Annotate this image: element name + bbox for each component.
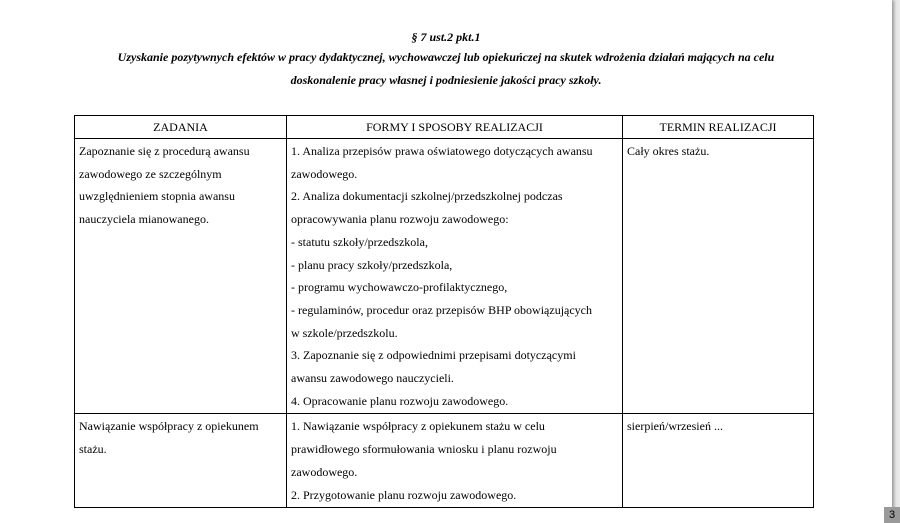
column-header-formy: FORMY I SPOSOBY REALIZACJI	[287, 116, 623, 139]
cell-formy	[287, 139, 623, 414]
cell-text-line: Zapoznanie się z procedurą awansu	[79, 144, 250, 158]
cell-text-line: uwzględnieniem stopnia awansu	[79, 189, 235, 204]
cell-text-line: opracowywania planu rozwoju zawodowego:	[291, 212, 509, 227]
cell-text-line: awansu zawodowego nauczycieli.	[291, 371, 454, 386]
cell-text-line: stażu.	[79, 442, 107, 457]
cell-text-line: - statutu szkoły/przedszkola,	[291, 234, 428, 249]
cell-text-line: Nawiązanie współpracy z opiekunem	[79, 419, 259, 434]
section-title-line-2: doskonalenie pracy własnej i podniesienie jakości pracy szkoły.	[290, 73, 602, 87]
cell-text-line: - planu pracy szkoły/przedszkola,	[291, 257, 453, 272]
cell-text-line: zawodowego.	[291, 166, 358, 181]
page-number: 3	[884, 507, 900, 523]
cell-zadania	[75, 139, 287, 414]
table-header-row	[75, 116, 814, 139]
cell-text-line: Cały okres stażu.	[627, 144, 710, 158]
cell-formy	[287, 414, 623, 508]
section-reference: § 7 ust.2 pkt.1	[411, 30, 481, 44]
table-row	[75, 139, 814, 414]
cell-termin	[623, 139, 814, 414]
cell-text-line: prawidłowego sformułowania wniosku i planu rozwoju	[291, 442, 557, 457]
cell-text-line: sierpień/wrzesień ...	[627, 419, 723, 434]
cell-text-line: 1. Analiza przepisów prawa oświatowego dotyczących awansu	[291, 144, 593, 158]
cell-zadania	[75, 414, 287, 508]
column-header-zadania: ZADANIA	[75, 116, 287, 139]
cell-text-line: 4. Opracowanie planu rozwoju zawodowego.	[291, 393, 509, 408]
cell-text-line: 1. Nawiązanie współpracy z opiekunem stażu w celu	[291, 419, 545, 434]
table-row	[75, 414, 814, 508]
column-header-termin: TERMIN REALIZACJI	[623, 116, 814, 139]
development-plan-table	[74, 115, 814, 508]
cell-text-line: - programu wychowawczo-profilaktycznego,	[291, 280, 508, 295]
cell-text-line: 2. Przygotowanie planu rozwoju zawodowego.	[291, 487, 517, 502]
cell-text-line: 2. Analiza dokumentacji szkolnej/przedszkolnej podczas	[291, 189, 563, 204]
cell-text-line: 3. Zapoznanie się z odpowiednimi przepisami dotyczącymi	[291, 348, 576, 363]
cell-termin	[623, 414, 814, 508]
cell-text-line: w szkole/przedszkolu.	[291, 325, 398, 340]
cell-text-line: - regulaminów, procedur oraz przepisów BHP obowiązujących	[291, 302, 593, 317]
section-title-line-1: Uzyskanie pozytywnych efektów w pracy dydaktycznej, wychowawczej lub opiekuńczej na skutek wdrożenia działań mających na celu	[117, 50, 775, 64]
cell-text-line: zawodowego ze szczególnym	[79, 166, 222, 181]
cell-text-line: zawodowego.	[291, 464, 358, 479]
cell-text-line: nauczyciela mianowanego.	[79, 212, 209, 227]
